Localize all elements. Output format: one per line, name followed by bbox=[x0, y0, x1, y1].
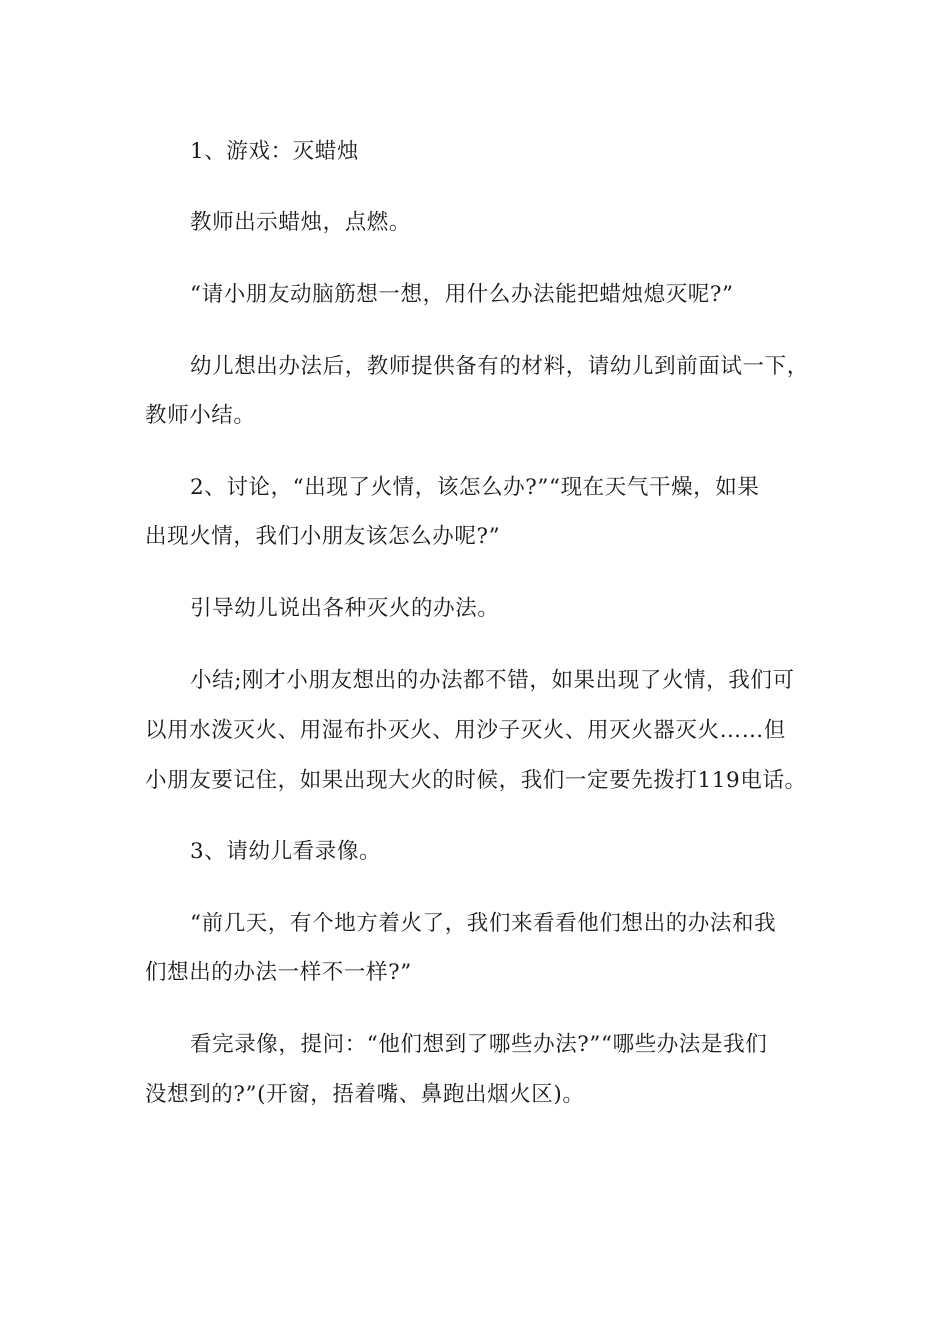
paragraph-quote-fire-line-2: 们想出的办法一样不一样?” bbox=[145, 960, 412, 985]
paragraph-quote-fire-line-1: “前几天，有个地方着火了，我们来看看他们想出的办法和我 bbox=[190, 911, 777, 936]
heading-discussion-line-2: 出现火情，我们小朋友该怎么办呢?” bbox=[145, 524, 501, 549]
heading-watch-video: 3、请幼儿看录像。 bbox=[190, 839, 382, 864]
heading-game-extinguish-candle: 1、游戏：灭蜡烛 bbox=[190, 139, 359, 164]
paragraph-teacher-lights-candle: 教师出示蜡烛，点燃。 bbox=[190, 210, 412, 235]
paragraph-quote-how-to-extinguish: “请小朋友动脑筋想一想，用什么办法能把蜡烛熄灭呢?” bbox=[190, 282, 734, 307]
heading-discussion-line-1: 2、讨论，“出现了火情，该怎么办?”“现在天气干燥，如果 bbox=[190, 475, 760, 500]
paragraph-questions-line-2: 没想到的?”(开窗，捂着嘴、鼻跑出烟火区)。 bbox=[145, 1082, 585, 1107]
paragraph-summary-line-1: 小结;刚才小朋友想出的办法都不错，如果出现了火情，我们可 bbox=[190, 668, 795, 693]
paragraph-children-try-line-1: 幼儿想出办法后，教师提供备有的材料，请幼儿到前面试一下， bbox=[190, 354, 809, 379]
paragraph-children-try-line-2: 教师小结。 bbox=[145, 403, 256, 428]
paragraph-summary-line-2: 以用水泼灭火、用湿布扑灭火、用沙子灭火、用灭火器灭火……但 bbox=[145, 718, 786, 743]
paragraph-questions-line-1: 看完录像，提问：“他们想到了哪些办法?”“哪些办法是我们 bbox=[190, 1032, 768, 1057]
paragraph-summary-line-3: 小朋友要记住，如果出现大火的时候，我们一定要先拨打119电话。 bbox=[145, 768, 807, 793]
paragraph-guide-children: 引导幼儿说出各种灭火的办法。 bbox=[190, 596, 500, 621]
